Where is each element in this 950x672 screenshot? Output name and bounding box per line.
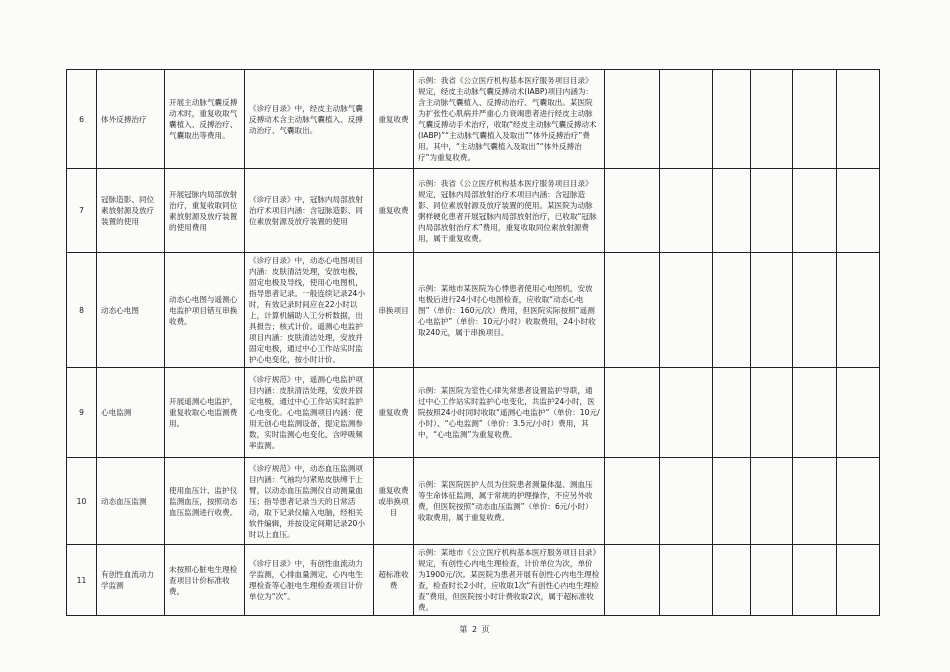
blank-cell: [605, 458, 660, 545]
blank-cell: [837, 70, 880, 169]
blank-cell: [660, 545, 713, 616]
blank-cell: [605, 169, 660, 253]
page-number: 第 2 页: [459, 625, 491, 634]
table-row: [67, 253, 880, 368]
table-row: [67, 169, 880, 253]
issue-description: 开展遥测心电监护，重复收取心电监测费用。: [165, 368, 245, 458]
blank-cell: [751, 368, 793, 458]
table-row: [67, 368, 880, 458]
blank-cell: [660, 368, 713, 458]
blank-cell: [793, 368, 837, 458]
table-row: [67, 70, 880, 169]
blank-cell: [751, 169, 793, 253]
blank-cell: [713, 70, 751, 169]
policy-basis: 《诊疗目录》中，动态心电图项目内涵：皮肤清洁处理，安放电极，固定电极及导线，使用心电图机，指导患者记录。一般连续记录24小时，有效记录时间应在22小时以上，计算机辅助人工分析数据，出具报告；核式计价。遥测心电监护项目内涵：皮肤清洁处理，安放并固定电极，通过中心工作站实时监护心电变化，按小时计价。: [245, 253, 374, 368]
blank-cell: [713, 169, 751, 253]
blank-cell: [660, 458, 713, 545]
example-text: 示例：某地市某医院为心悸患者使用心电图机，安放电极后进行24小时心电图检查，应收取“动态心电图”（单价：160元/次）费用，但医院实际按照“遥测心电监护”（单价：10元/小时）收取费用，24小时收取240元，属于串换项目。: [414, 253, 605, 368]
blank-cell: [751, 253, 793, 368]
item-name: 冠脉造影、同位素放射源及放疗装置的使用: [97, 169, 165, 253]
blank-cell: [751, 545, 793, 616]
blank-cell: [837, 169, 880, 253]
blank-cell: [751, 70, 793, 169]
row-number: 6: [67, 70, 97, 169]
issue-description: 使用血压计、监护仪监测血压，按照动态血压监测进行收费。: [165, 458, 245, 545]
policy-basis: 《诊疗目录》中，冠脉内局部放射治疗术项目内涵：含冠脉造影、同位素放射源及放疗装置的使用: [245, 169, 374, 253]
blank-cell: [793, 458, 837, 545]
item-name: 体外反搏治疗: [97, 70, 165, 169]
example-text: 示例：我省《公立医疗机构基本医疗服务项目目录》规定，冠脉内局部放射治疗术项目内涵：含冠脉造影、同位素放射源及放疗装置的使用。某医院为动脉粥样硬化患者开展冠脉内局部放射治疗，已收取“冠脉内局部放射治疗术”费用，重复收取同位素放射源费用，属于重复收费。: [414, 169, 605, 253]
row-number: 10: [67, 458, 97, 545]
issue-description: 开展主动脉气囊反搏动术时，重复收取气囊植入、反搏治疗、气囊取出等费用。: [165, 70, 245, 169]
blank-cell: [713, 368, 751, 458]
violation-type: 重复收费: [374, 368, 414, 458]
violation-type: 重复收费: [374, 70, 414, 169]
blank-cell: [605, 70, 660, 169]
blank-cell: [605, 253, 660, 368]
example-text: 示例：某医院为室性心律失常患者设置监护导联，通过中心工作站实时监护心电变化，共监护24小时，医院按照24小时同时收取“遥测心电监护”（单价：10元/小时）、“心电监测”（单价：3.5元/小时）费用，其中，“心电监测”为重复收费。: [414, 368, 605, 458]
policy-basis: 《诊疗目录》中，经皮主动脉气囊反搏动术含主动脉气囊植入、反搏动治疗、气囊取出。: [245, 70, 374, 169]
row-number: 11: [67, 545, 97, 616]
table-row: [67, 545, 880, 616]
blank-cell: [751, 458, 793, 545]
example-text: 示例：某地市《公立医疗机构基本医疗服务项目目录》规定，有创性心内电生理检查，计价单位为次，单价为1900元/次。某医院为患者开展有创性心内电生理检查，检查时长2小时，应收取1次“有创性心内电生理检查”费用，但医院按小时计费收取2次，属于超标准收费。: [414, 545, 605, 616]
issue-description: 开展冠脉内局部放射治疗，重复收取同位素放射源及放疗装置的使用费用: [165, 169, 245, 253]
table-row: [67, 458, 880, 545]
item-name: 心电监测: [97, 368, 165, 458]
blank-cell: [713, 458, 751, 545]
blank-cell: [837, 458, 880, 545]
violation-type: 串换项目: [374, 253, 414, 368]
row-number: 9: [67, 368, 97, 458]
item-name: 有创性血流动力学监测: [97, 545, 165, 616]
item-name: 动态血压监测: [97, 458, 165, 545]
row-number: 7: [67, 169, 97, 253]
pricing-violation-table: [66, 69, 880, 616]
blank-cell: [660, 70, 713, 169]
row-number: 8: [67, 253, 97, 368]
blank-cell: [793, 253, 837, 368]
blank-cell: [793, 169, 837, 253]
blank-cell: [605, 545, 660, 616]
blank-cell: [837, 368, 880, 458]
blank-cell: [660, 169, 713, 253]
violation-type: 重复收费: [374, 169, 414, 253]
blank-cell: [605, 368, 660, 458]
example-text: 示例：某医院医护人员为住院患者测量体温、测血压等生命体征监测，属于常规的护理操作，不应另外收费，但医院按照“动态血压监测”（单价：6元/小时）收取费用，属于重复收费。: [414, 458, 605, 545]
example-text: 示例：我省《公立医疗机构基本医疗服务项目目录》规定，经皮主动脉气囊反搏动术(IABP)项目内涵为：含主动脉气囊植入、反搏动治疗、气囊取出。某医院为扩张性心肌病并严重心力衰竭患者进行经皮主动脉气囊反搏动手术治疗，收取“经皮主动脉气囊反搏动术(IABP)”“主动脉气囊植入及取出”“体外反搏治疗”费用。其中，“主动脉气囊植入及取出”“体外反搏治疗”为重复收费。: [414, 70, 605, 169]
violation-type: 超标准收费: [374, 545, 414, 616]
blank-cell: [660, 253, 713, 368]
blank-cell: [713, 253, 751, 368]
issue-description: 未按照心脏电生理检查项目计价标准收费。: [165, 545, 245, 616]
violation-type: 重复收费或串换项目: [374, 458, 414, 545]
policy-basis: 《诊疗规范》中，遥测心电监护项目内涵：皮肤清洁处理，安放并固定电极，通过中心工作站实时监护心电变化。心电监测项目内涵：使用无创心电监测设备，提定监测参数，实时监测心电变化，含呼吸频率监测。: [245, 368, 374, 458]
blank-cell: [713, 545, 751, 616]
blank-cell: [793, 545, 837, 616]
policy-basis: 《诊疗规范》中，动态血压监测项目内涵：气袖均匀紧贴皮肤缚于上臂，以动态血压监测仪自动测量血压；指导患者记录当天的日常活动，取下记录仪输入电脑，经相关软件编辑，并按设定间期记录20小时以上血压。: [245, 458, 374, 545]
item-name: 动态心电图: [97, 253, 165, 368]
blank-cell: [793, 70, 837, 169]
blank-cell: [837, 253, 880, 368]
policy-basis: 《诊疗目录》中，有创性血流动力学监测，心排血量测定、心内电生理检查等心脏电生理检查项目计价单位为“次”。: [245, 545, 374, 616]
issue-description: 动态心电图与遥测心电监护项目错互串换收费。: [165, 253, 245, 368]
blank-cell: [837, 545, 880, 616]
